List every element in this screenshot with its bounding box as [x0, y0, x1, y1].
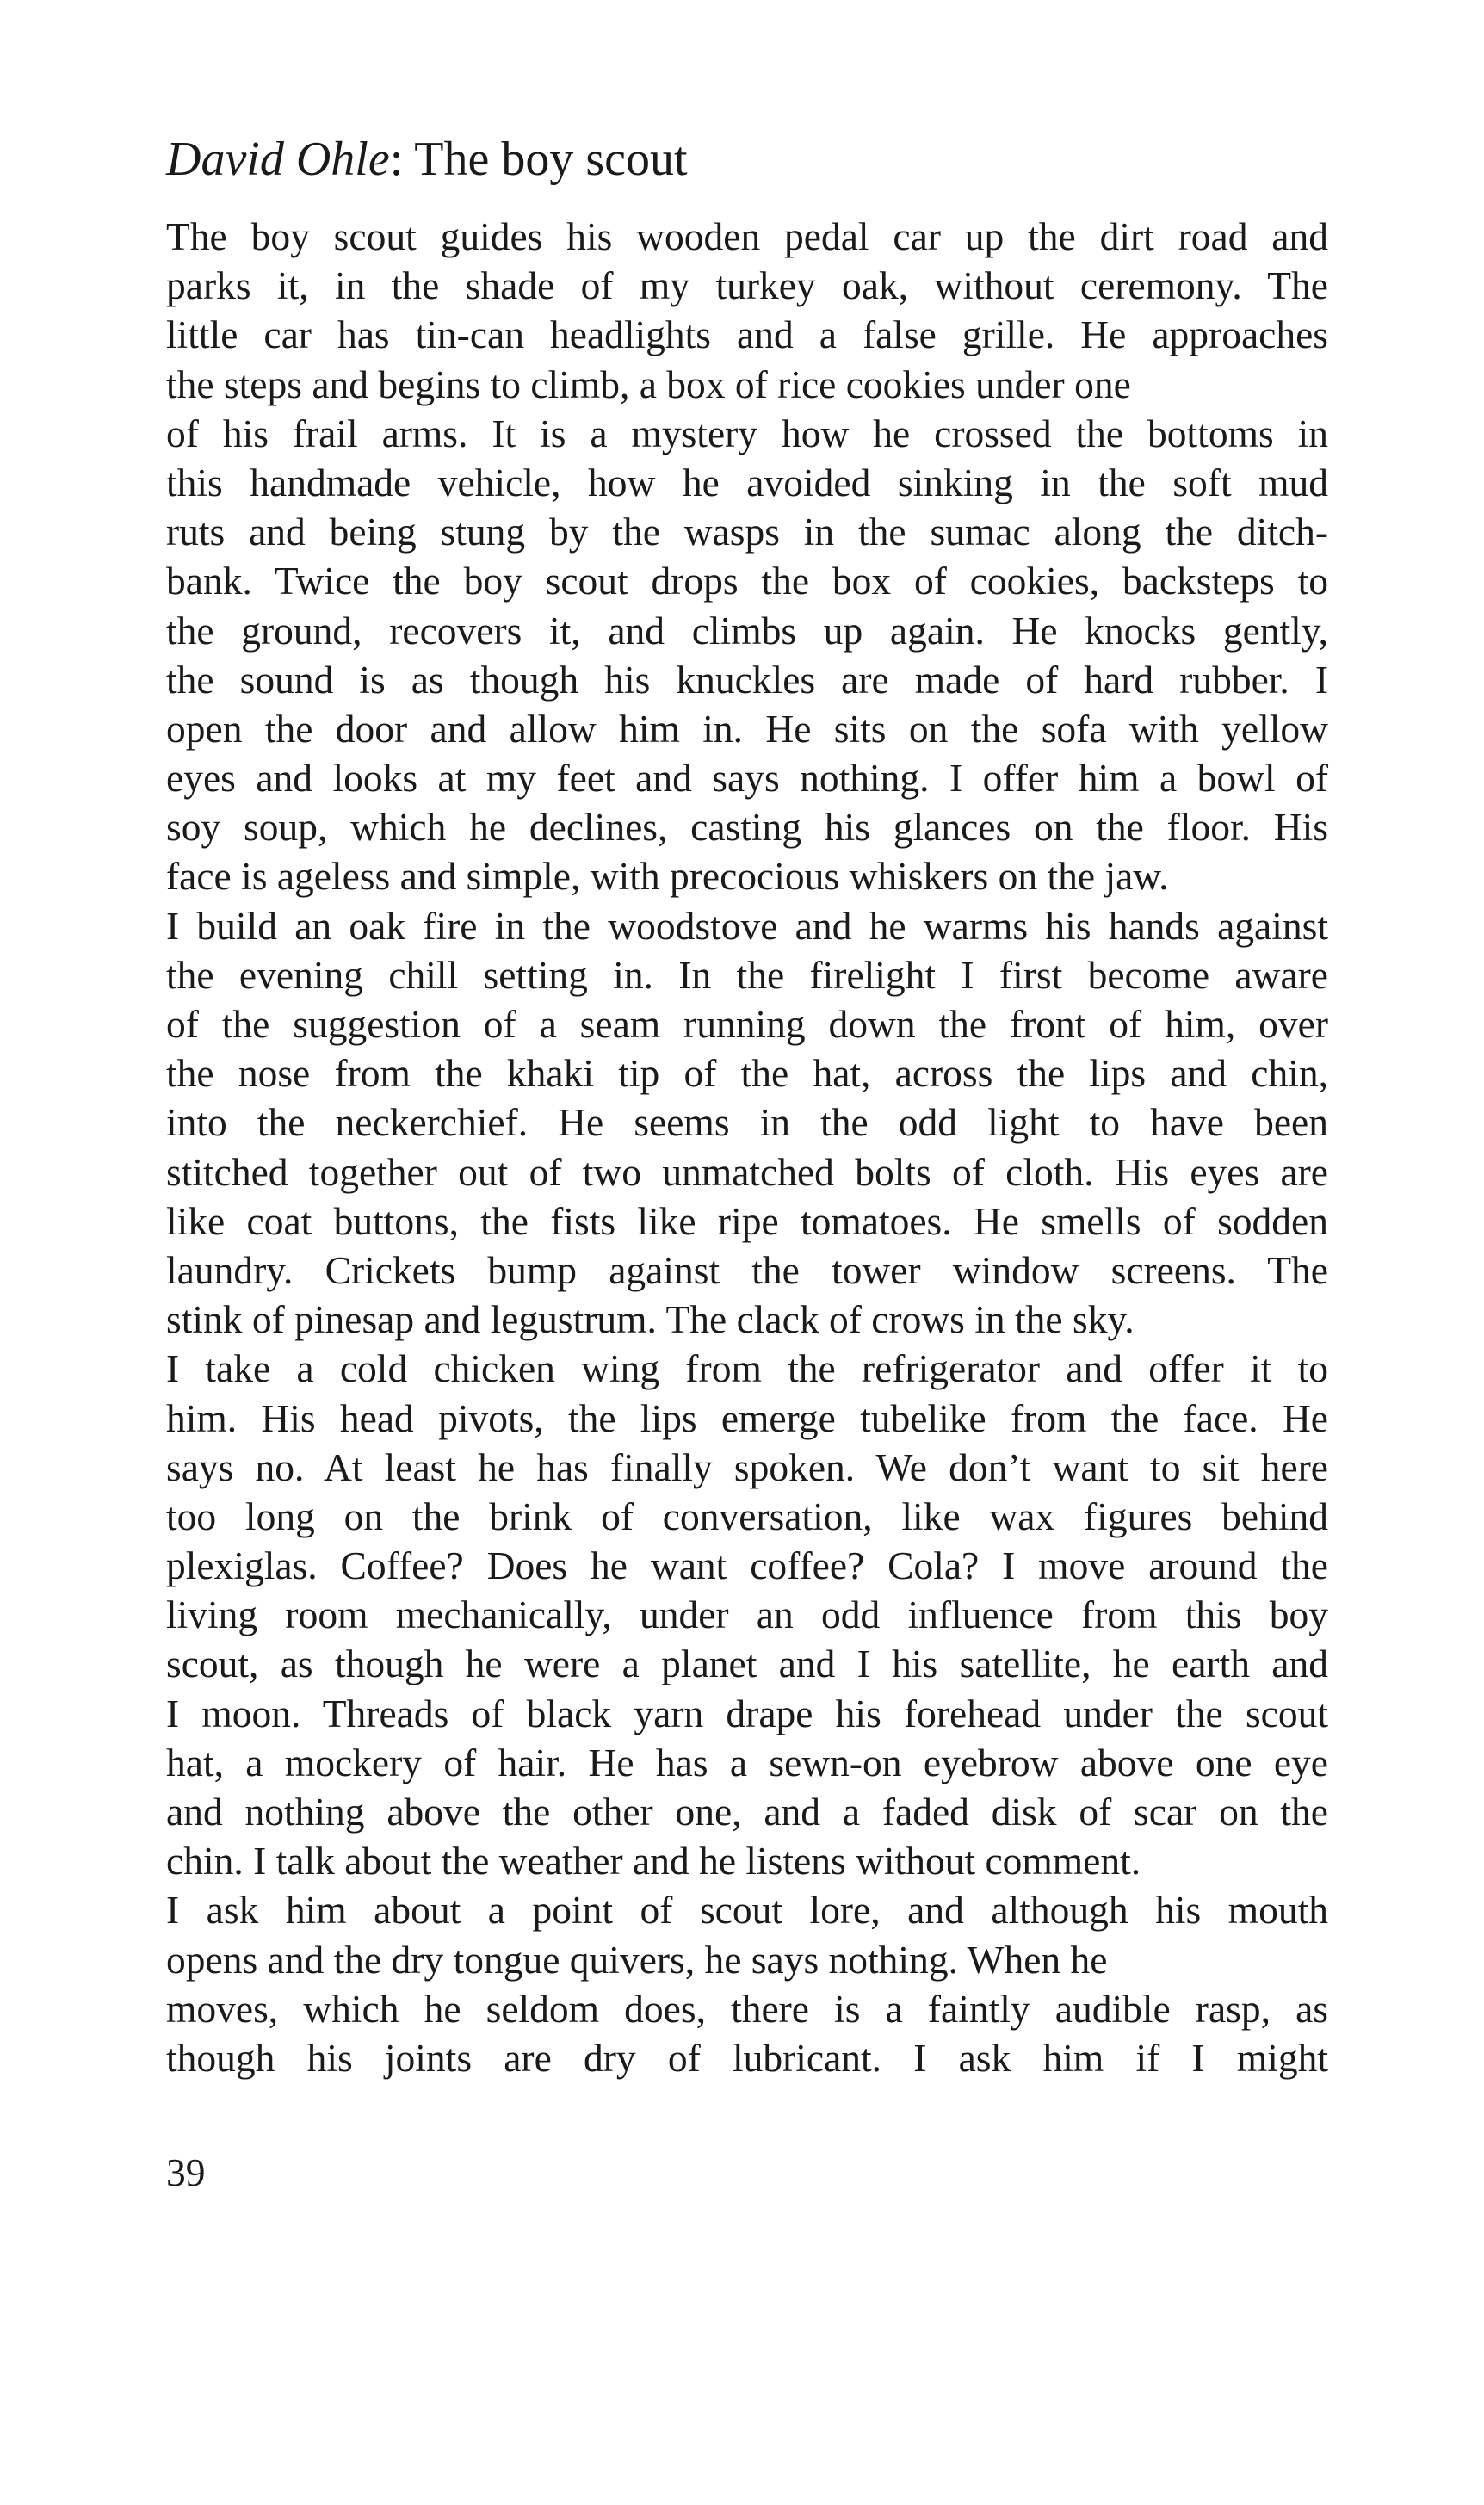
page-number: 39 [166, 2150, 206, 2194]
text-line: like coat buttons, the fists like ripe tomatoes. He smells of sodden [166, 1198, 1328, 1243]
title-separator: : [389, 133, 404, 186]
author-name: David Ohle [166, 133, 390, 186]
text-line: into the neckerchief. He seems in the odd light to have been [166, 1100, 1328, 1145]
text-line: the nose from the khaki tip of the hat, across the lips and chin, [166, 1051, 1328, 1096]
text-line: laundry. Crickets bump against the tower window screens. The [166, 1247, 1328, 1292]
text-line: him. His head pivots, the lips emerge tubelike from the face. He [166, 1395, 1328, 1440]
text-line: face is ageless and simple, with precocious whiskers on the jaw. [166, 854, 1169, 899]
text-line: eyes and looks at my feet and says nothing. I offer him a bowl of [166, 756, 1328, 801]
text-line: opens and the dry tongue quivers, he says nothing. When he [166, 1937, 1108, 1982]
text-line: hat, a mockery of hair. He has a sewn-on eyebrow above one eye [166, 1740, 1328, 1784]
text-line: I build an oak fire in the woodstove and he warms his hands against [166, 903, 1328, 948]
text-line: living room mechanically, under an odd influence from this boy [166, 1593, 1328, 1637]
text-line: I take a cold chicken wing from the refrigerator and offer it to [166, 1346, 1328, 1391]
text-line: of the suggestion of a seam running down the front of him, over [166, 1002, 1328, 1046]
text-line: bank. Twice the boy scout drops the box of cookies, backsteps to [166, 559, 1328, 603]
text-line: this handmade vehicle, how he avoided sinking in the soft mud [166, 460, 1328, 504]
story-title [166, 129, 688, 189]
text-line: stitched together out of two unmatched bolts of cloth. His eyes are [166, 1149, 1328, 1194]
text-line: I moon. Threads of black yarn drape his forehead under the scout [166, 1691, 1328, 1735]
text-line: the ground, recovers it, and climbs up again. He knocks gently, [166, 608, 1328, 653]
text-line: the sound is as though his knuckles are made of hard rubber. I [166, 657, 1328, 702]
story-name: The boy scout [414, 133, 688, 186]
story-body [166, 212, 1328, 2082]
text-line: says no. At least he has finally spoken. We don’t want to sit here [166, 1444, 1328, 1489]
text-line: the evening chill setting in. In the firelight I first become aware [166, 952, 1328, 997]
text-line: parks it, in the shade of my turkey oak, without ceremony. The [166, 263, 1328, 308]
text-line: moves, which he seldom does, there is a faintly audible rasp, as [166, 1986, 1328, 2031]
text-line: ruts and being stung by the wasps in the sumac along the ditch- [166, 510, 1328, 554]
text-line: I ask him about a point of scout lore, and although his mouth [166, 1888, 1328, 1933]
text-line: stink of pinesap and legustrum. The clack of crows in the sky. [166, 1297, 1135, 1342]
text-line: plexiglas. Coffee? Does he want coffee? Cola? I move around the [166, 1543, 1328, 1588]
text-line: scout, as though he were a planet and I his satellite, he earth and [166, 1642, 1328, 1686]
text-line: too long on the brink of conversation, like wax figures behind [166, 1494, 1328, 1538]
text-line: chin. I talk about the weather and he listens without comment. [166, 1839, 1141, 1883]
text-line: little car has tin-can headlights and a false grille. He approaches [166, 312, 1328, 357]
text-line: though his joints are dry of lubricant. I ask him if I might [166, 2035, 1328, 2080]
text-line: and nothing above the other one, and a faded disk of scar on the [166, 1790, 1328, 1834]
text-line: soy soup, which he declines, casting his glances on the floor. His [166, 805, 1328, 850]
text-line: the steps and begins to climb, a box of rice cookies under one [166, 362, 1131, 406]
text-line: open the door and allow him in. He sits on the sofa with yellow [166, 706, 1328, 751]
text-line: The boy scout guides his wooden pedal car up the dirt road and [166, 214, 1328, 258]
text-line: of his frail arms. It is a mystery how he crossed the bottoms in [166, 411, 1328, 455]
